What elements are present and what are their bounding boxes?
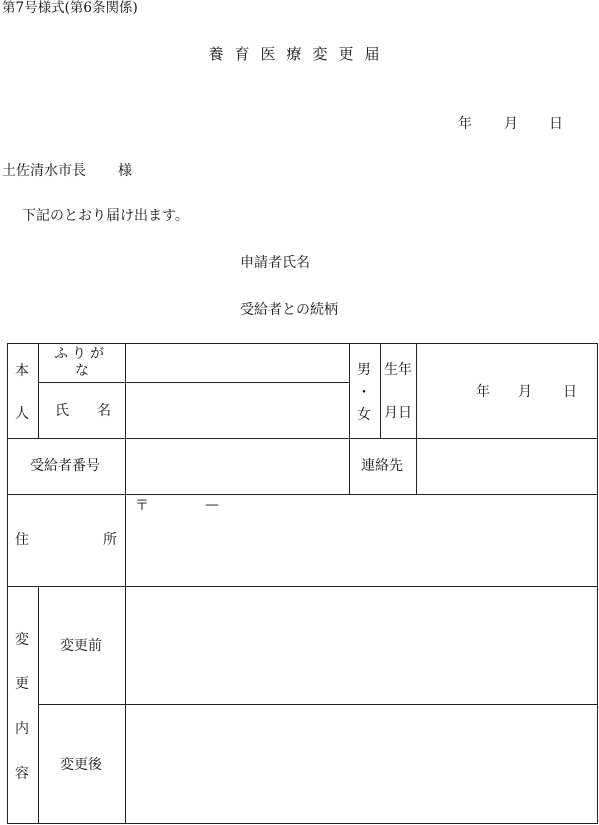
after-change-label: 変更後 [60, 757, 102, 773]
birth-date-day: 日 [563, 384, 577, 400]
address-input-area[interactable] [126, 515, 596, 585]
furigana-label-top: ふりが [54, 346, 108, 362]
name-label-second: 名 [97, 403, 111, 419]
relationship-label: 受給者との続柄 [240, 302, 338, 318]
change-form-table [7, 343, 598, 824]
address-label-second: 所 [103, 532, 117, 548]
sex-separator: ・ [357, 385, 371, 401]
form-title: 養育医療変更届 [208, 45, 391, 63]
table-line [349, 343, 350, 495]
birth-date-year: 年 [476, 384, 490, 400]
addressee-honorific: 様 [118, 163, 132, 179]
name-input-area[interactable] [126, 383, 348, 438]
person-label-top: 本 [15, 363, 29, 379]
name-label-first: 氏 [55, 403, 69, 419]
change-label-3: 内 [15, 721, 29, 737]
addressee [2, 164, 132, 178]
date-day-label: 日 [549, 116, 563, 132]
before-change-input-area[interactable] [126, 587, 596, 704]
date-year-label: 年 [458, 116, 472, 132]
table-line [380, 343, 381, 439]
change-label-1: 変 [15, 632, 29, 648]
table-border-right [597, 343, 598, 824]
person-label-bottom: 人 [15, 406, 29, 422]
form-number: 第7号様式(第6条関係) [2, 0, 138, 16]
postal-mark: 〒 [135, 498, 149, 514]
furigana-input-area[interactable] [126, 344, 348, 382]
sex-female-label: 女 [357, 407, 371, 423]
recipient-number-label: 受給者番号 [30, 458, 100, 474]
address-label-first: 住 [15, 532, 29, 548]
change-label-4: 容 [15, 766, 29, 782]
applicant-name-label: 申請者氏名 [240, 255, 310, 271]
statement-text: 下記のとおり届け出ます。 [22, 208, 189, 224]
furigana-label-bottom: な [75, 363, 89, 379]
table-border-bottom [7, 823, 598, 824]
table-line [38, 343, 39, 439]
sex-male-label: 男 [357, 362, 371, 378]
contact-label: 連絡先 [361, 458, 403, 474]
change-label-2: 更 [15, 676, 29, 692]
date-month-label: 月 [504, 116, 518, 132]
table-line [38, 586, 39, 824]
birth-label-bottom: 月日 [384, 405, 412, 421]
birth-label-top: 生年 [384, 362, 412, 378]
after-change-input-area[interactable] [126, 705, 596, 823]
submission-date [458, 117, 563, 131]
addressee-name: 土佐清水市長 [2, 163, 86, 179]
postal-dash: — [205, 497, 219, 513]
table-border-left [7, 343, 8, 824]
recipient-number-input-area[interactable] [126, 439, 348, 494]
birth-date-month: 月 [518, 384, 532, 400]
contact-input-area[interactable] [417, 439, 596, 494]
table-line [7, 494, 598, 495]
before-change-label: 変更前 [60, 638, 102, 654]
